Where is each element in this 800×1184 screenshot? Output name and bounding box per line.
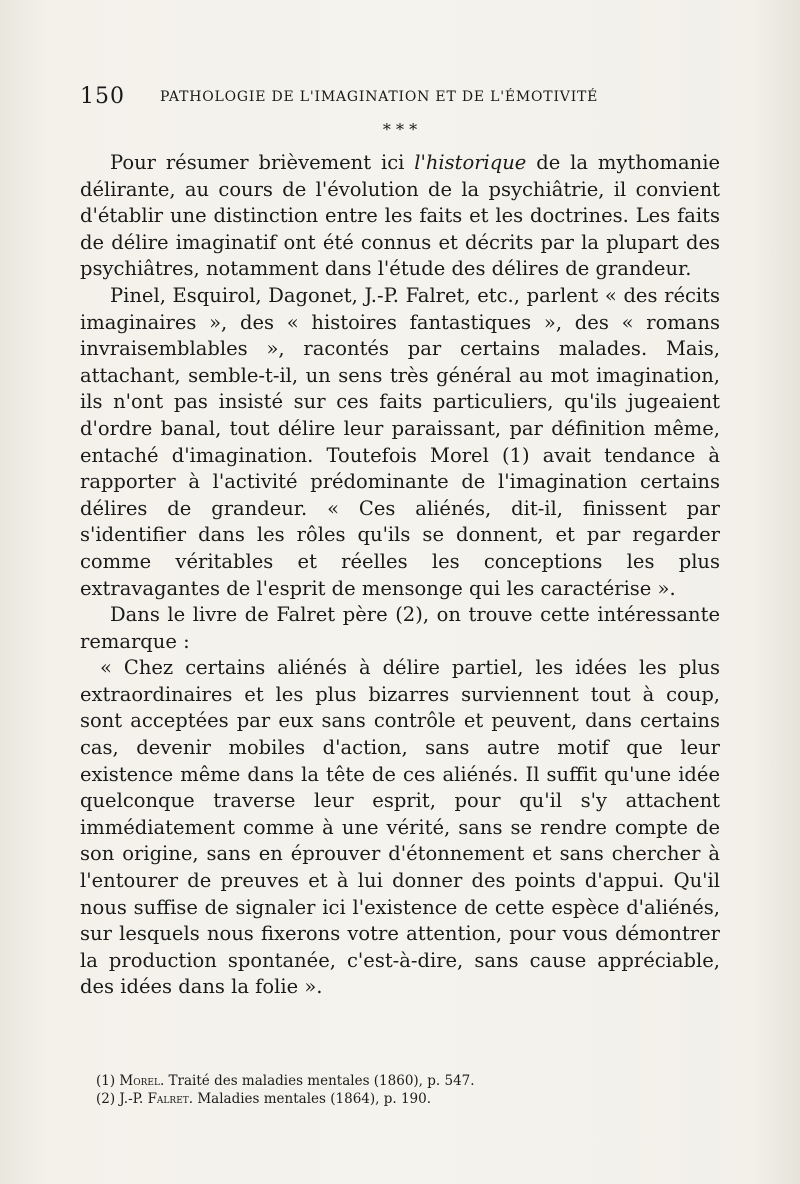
page-header	[80, 84, 720, 110]
footnote-marker: (2)	[96, 1091, 116, 1107]
footnote	[96, 1090, 716, 1108]
paragraph-historique	[80, 150, 720, 283]
footnote	[96, 1072, 716, 1090]
footnote-author: Morel.	[119, 1073, 165, 1089]
emphasis-text: l'historique	[414, 151, 527, 174]
page-number: 150	[80, 84, 125, 109]
paragraph-falret: Dans le livre de Falret père (2), on trouve cette intéressante remarque :	[80, 603, 720, 653]
section-asterism: * * *	[382, 120, 418, 139]
footnotes	[96, 1072, 716, 1108]
paragraph-text: de la mythomanie délirante, au cours de l'évolution de la psychiâtrie, il convient d'établir une distinction entre les faits et les doctrines. Les faits de délire imaginatif ont été connus et décrits par la plupart des psychiâtres, notamment dans l'étude des délires de grandeur.	[80, 151, 720, 281]
footnote-text: Maladies mentales (1864), p. 190.	[193, 1091, 431, 1107]
footnote-text: Traité des maladies mentales (1860), p. 547.	[164, 1073, 475, 1089]
paragraph-quote: « Chez certains aliénés à délire partiel, les idées les plus extraordinaires et les plus bizarres surviennent tout à coup, sont acceptées par eux sans contrôle et peuvent, dans certains cas, devenir mobiles d'action, sans autre motif que leur existence même dans la tête de ces aliénés. Il suffit qu'une idée quelconque traverse leur esprit, pour qu'il s'y attachent immédiatement comme à une vérité, sans se rendre compte de son origine, sans en éprouver d'étonnement et sans chercher à l'entourer de preuves et à lui donner des points d'appui. Qu'il nous suffise de signaler ici l'existence de cette espèce d'aliénés, sur lesquels nous fixerons votre attention, pour vous démontrer la production spontanée, c'est-à-dire, sans cause appréciable, des idées dans la folie ».	[80, 656, 720, 999]
paragraph-text: Pour résumer brièvement ici	[110, 151, 415, 174]
running-head: PATHOLOGIE DE L'IMAGINATION ET DE L'ÉMOTIVITÉ	[160, 89, 599, 105]
body-text	[80, 150, 720, 1001]
footnote-marker: (1)	[96, 1073, 116, 1089]
footnote-author: J.-P. Falret.	[119, 1091, 194, 1107]
paragraph-pinel: Pinel, Esquirol, Dagonet, J.-P. Falret, etc., parlent « des récits imaginaires », des « histoires fantastiques », des « romans invraisemblables », racontés par certains malades. Mais, attachant, semble-t-il, un sens très général au mot imagination, ils n'ont pas insisté sur ces faits particuliers, qu'ils jugeaient d'ordre banal, tout délire leur paraissant, par définition même, entaché d'imagination. Toutefois Morel (1) avait tendance à rapporter à l'activité prédominante de l'imagination certains délires de grandeur. « Ces aliénés, dit-il, finissent par s'identifier dans les rôles qu'ils se donnent, et par regarder comme véritables et réelles les conceptions les plus extravagantes de l'esprit de mensonge qui les caractérise ».	[80, 283, 720, 600]
